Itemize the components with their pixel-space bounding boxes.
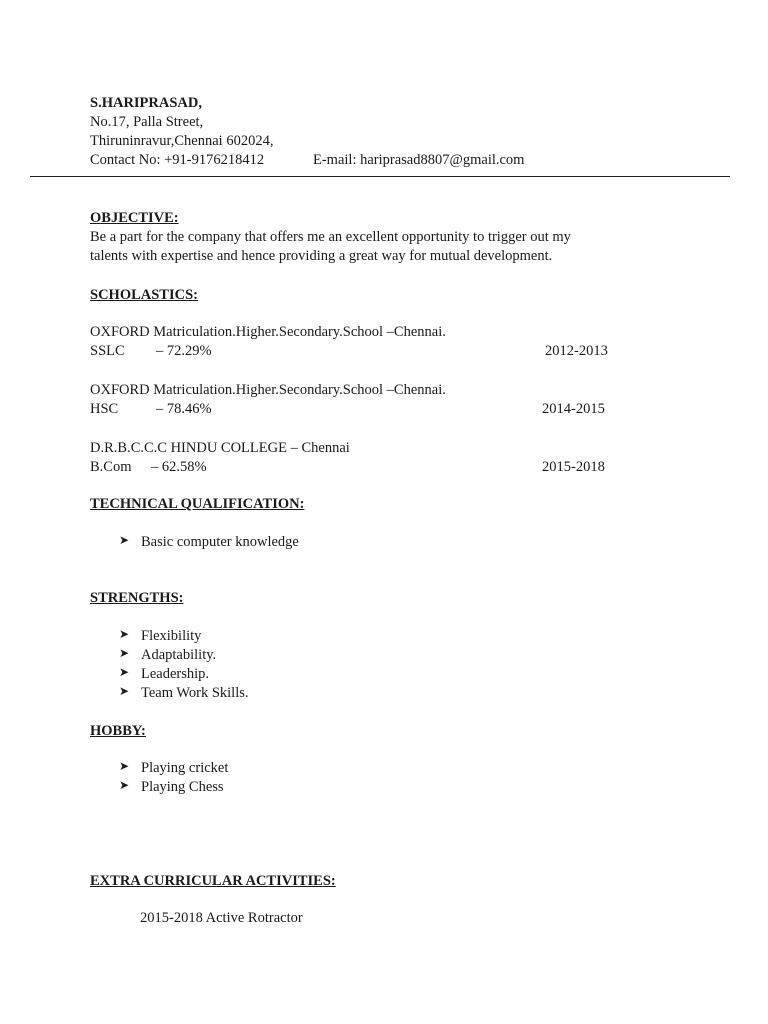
arrowhead-bullet-icon: ➤ xyxy=(119,627,130,641)
objective-text-line-2: talents with expertise and hence providing a great way for mutual development. xyxy=(90,248,553,264)
extra-curricular-heading: EXTRA CURRICULAR ACTIVITIES: xyxy=(90,873,336,889)
course-years: 2015-2018 xyxy=(542,459,605,475)
technical-heading: TECHNICAL QUALIFICATION: xyxy=(90,496,305,512)
address-line-2: Thiruninravur,Chennai 602024, xyxy=(90,133,274,149)
objective-heading: OBJECTIVE: xyxy=(90,210,179,226)
technical-item: Basic computer knowledge xyxy=(141,534,299,550)
arrowhead-bullet-icon: ➤ xyxy=(119,646,130,660)
hobby-heading: HOBBY: xyxy=(90,723,146,739)
strength-item: Leadership. xyxy=(141,666,210,682)
objective-text-line-1: Be a part for the company that offers me an excellent opportunity to trigger out my xyxy=(90,229,571,245)
school-name: OXFORD Matriculation.Higher.Secondary.School –Chennai. xyxy=(90,382,446,398)
course-score: – 62.58% xyxy=(151,459,207,475)
hobby-item: Playing Chess xyxy=(141,779,224,795)
course-name: SSLC xyxy=(90,343,125,359)
strength-item: Team Work Skills. xyxy=(141,685,249,701)
school-name: D.R.B.C.C.C HINDU COLLEGE – Chennai xyxy=(90,440,350,456)
applicant-name: S.HARIPRASAD, xyxy=(90,95,202,111)
scholastics-heading: SCHOLASTICS: xyxy=(90,287,198,303)
course-years: 2012-2013 xyxy=(545,343,608,359)
arrowhead-bullet-icon: ➤ xyxy=(119,684,130,698)
arrowhead-bullet-icon: ➤ xyxy=(119,533,130,547)
course-score: – 78.46% xyxy=(156,401,212,417)
arrowhead-bullet-icon: ➤ xyxy=(119,665,130,679)
email-address: E-mail: hariprasad8807@gmail.com xyxy=(313,152,525,168)
extra-curricular-item: 2015-2018 Active Rotractor xyxy=(140,910,303,926)
strength-item: Adaptability. xyxy=(141,647,217,663)
school-name: OXFORD Matriculation.Higher.Secondary.School –Chennai. xyxy=(90,324,446,340)
course-name: HSC xyxy=(90,401,119,417)
strengths-heading: STRENGTHS: xyxy=(90,590,184,606)
course-years: 2014-2015 xyxy=(542,401,605,417)
course-name: B.Com xyxy=(90,459,132,475)
course-score: – 72.29% xyxy=(156,343,212,359)
arrowhead-bullet-icon: ➤ xyxy=(119,759,130,773)
strength-item: Flexibility xyxy=(141,628,202,644)
header-divider xyxy=(30,176,730,177)
hobby-item: Playing cricket xyxy=(141,760,229,776)
contact-number: Contact No: +91-9176218412 xyxy=(90,152,265,168)
arrowhead-bullet-icon: ➤ xyxy=(119,778,130,792)
address-line-1: No.17, Palla Street, xyxy=(90,114,204,130)
